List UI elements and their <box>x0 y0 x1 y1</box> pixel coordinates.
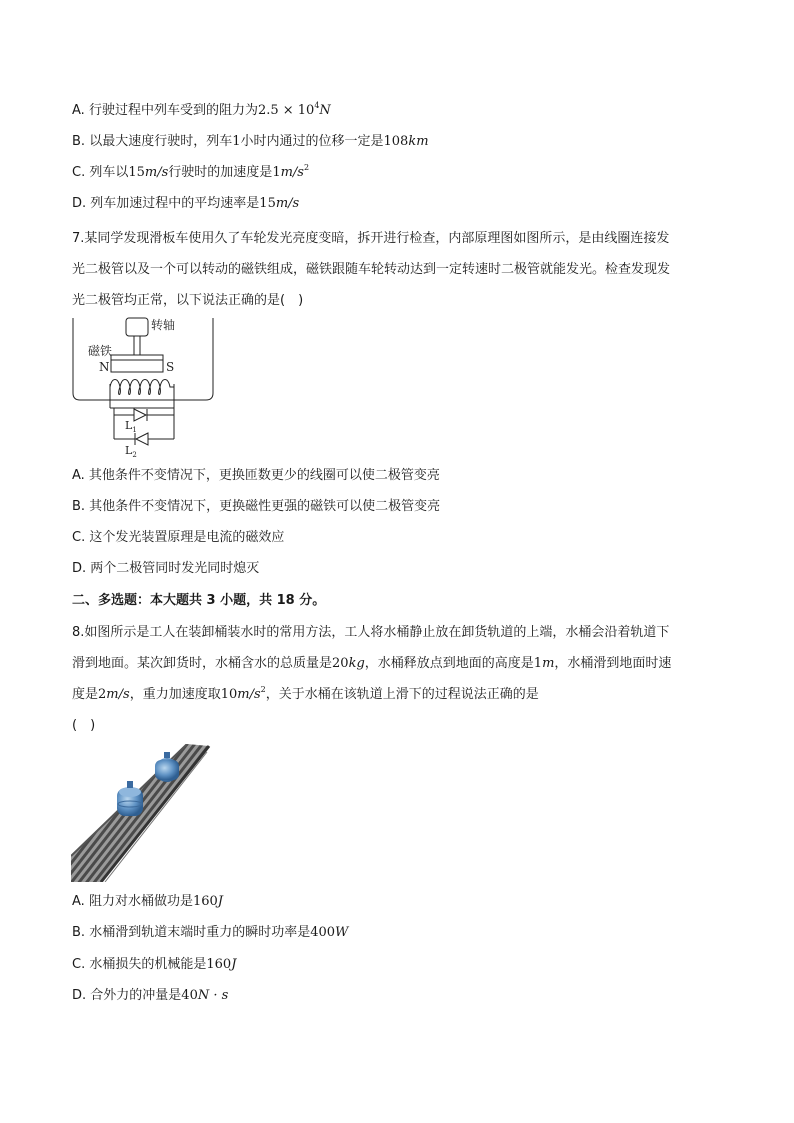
s-pole-label: S <box>166 360 175 374</box>
magnet-label: 磁铁 <box>88 344 113 358</box>
q7-option-d: D. 两个二极管同时发光同时熄灭 <box>72 561 260 576</box>
q8-option-b: B. 水桶滑到轨道末端时重力的瞬时功率是400W <box>72 925 349 940</box>
n-pole-label: N <box>99 360 110 374</box>
q7-circuit-figure <box>70 315 220 460</box>
q8-conveyor-photo <box>71 744 211 882</box>
q8-option-c: C. 水桶损失的机械能是160J <box>72 957 237 972</box>
q7-option-c: C. 这个发光装置原理是电流的磁效应 <box>72 530 285 545</box>
q8-option-d: D. 合外力的冲量是40N · s <box>72 988 229 1003</box>
q6-option-b: B. 以最大速度行驶时，列车1小时内通过的位移一定是108km <box>72 134 429 149</box>
q8-stem: 8.如图所示是工人在装卸桶装水时的常用方法，工人将水桶静止放在卸货轨道的上端，水桶会沿着轨道下 滑到地面。某次卸货时，水桶含水的总质量是20kg，水桶释放点到地面的高度是1m，水桶滑到地面时速 度是2m/s，重力加速度取$10m/s^2$，关于水桶在该轨道上滑下的过程说法正确的是 ( ) <box>72 625 672 733</box>
section-heading: 二、多选题：本大题共 3 小题，共 18 分。 <box>72 593 326 608</box>
q7-option-a: A. 其他条件不变情况下，更换匝数更少的线圈可以使二极管变亮 <box>72 468 440 483</box>
l2-label: $L_2$ <box>125 444 137 459</box>
q6-option-a: A. 行驶过程中列车受到的阻力为$2.5 \times 10^4N$ <box>72 101 331 118</box>
lower-bucket <box>117 781 143 816</box>
l1-label: $L_1$ <box>125 419 137 434</box>
q7-stem: 7.某同学发现滑板车使用久了车轮发光亮度变暗，拆开进行检查，内部原理图如图所示，是由线圈连接发 光二极管以及一个可以转动的磁铁组成，磁铁跟随车轮转动达到一定转速时二极管就能发光。检查发现发 光二极管均正常，以下说法正确的是( ) <box>72 231 671 308</box>
axis-label: 转轴 <box>151 318 176 332</box>
q6-option-d: D. 列车加速过程中的平均速率是15m/s <box>72 196 300 211</box>
q8-option-a: A. 阻力对水桶做功是160J <box>72 894 223 909</box>
q6-option-c: C. 列车以15m/s行驶时的加速度是$1m/s^2$ <box>72 163 310 180</box>
q7-option-b: B. 其他条件不变情况下，更换磁性更强的磁铁可以使二极管变亮 <box>72 499 441 514</box>
